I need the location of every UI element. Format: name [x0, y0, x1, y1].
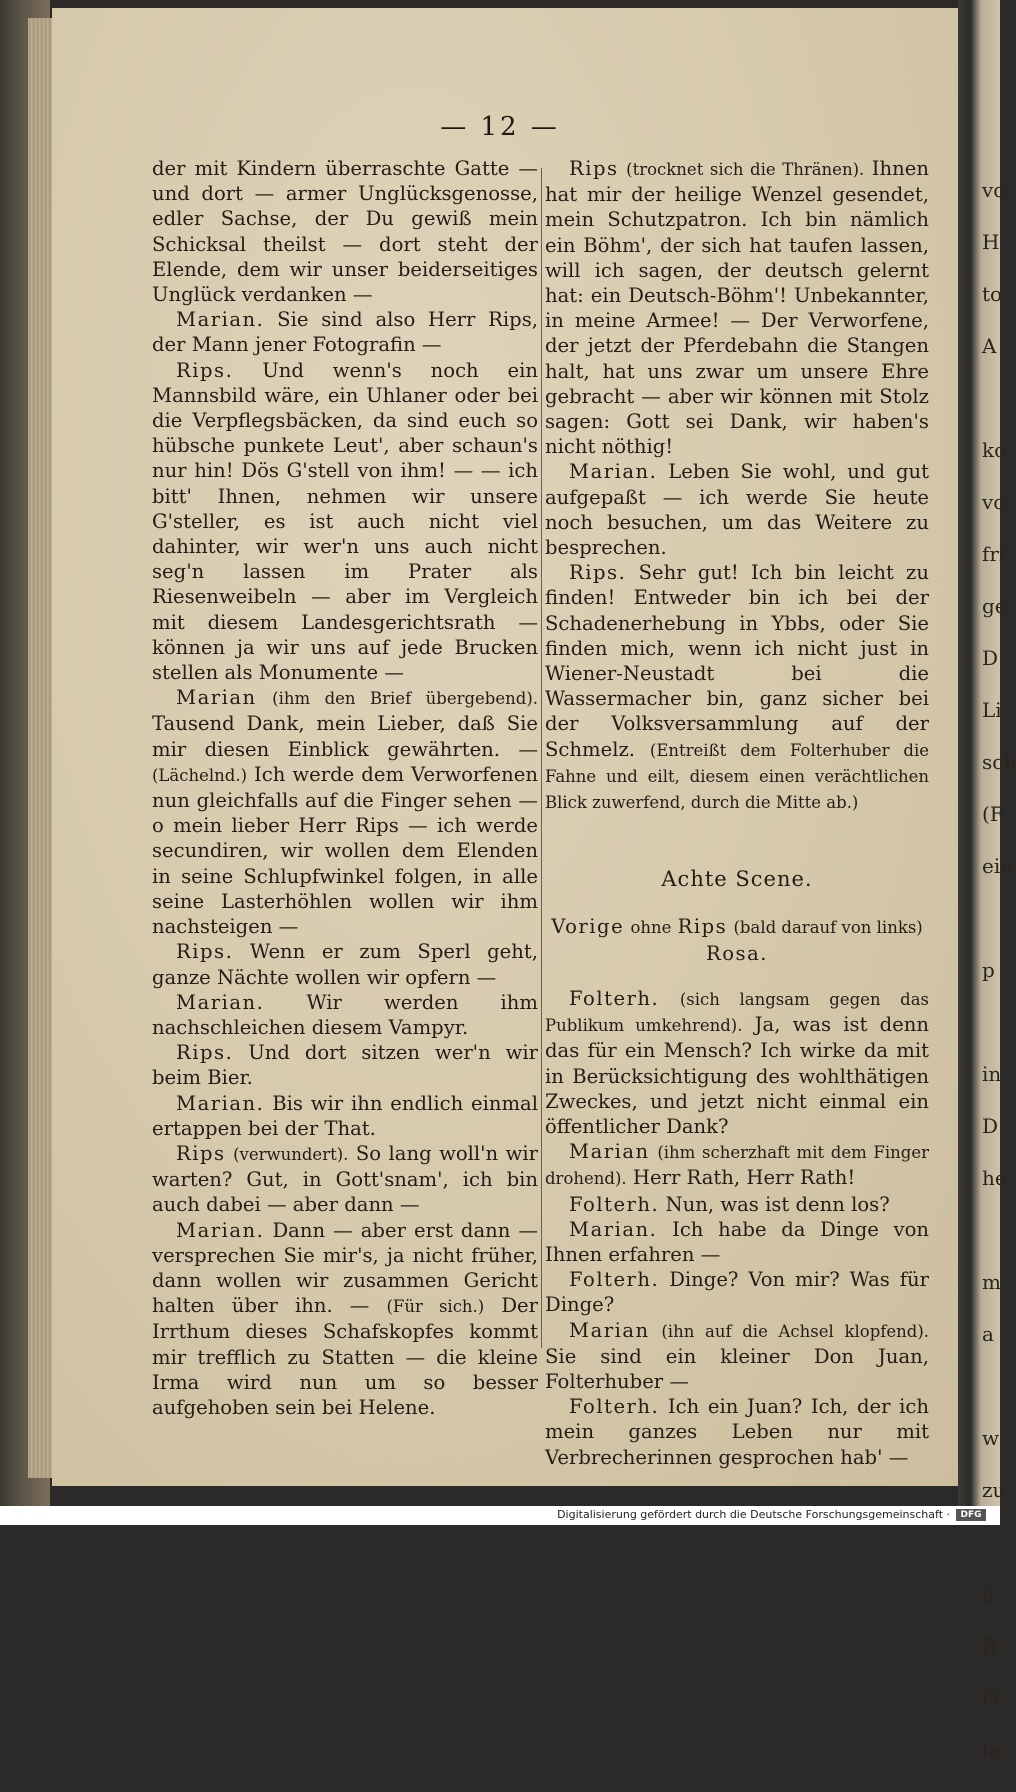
dialogue-text: Tausend Dank, mein Lieber, daß Sie mir diesen Einblick gewährten. —: [152, 712, 538, 761]
dialogue-text: Dann — aber erst dann — versprechen Sie mir's, ja nicht früher, dann wollen wir zusammen Gericht halten über ihn. —: [152, 1218, 539, 1318]
fragment-text: D: [982, 646, 999, 670]
dialogue-text: Sie sind ein kleiner Don Juan, Folterhuber —: [545, 1344, 929, 1393]
speaker-name: Marian: [569, 1140, 650, 1164]
dialogue-paragraph: [152, 307, 538, 357]
fragment-text: m: [982, 1270, 1001, 1294]
left-column: [152, 156, 538, 1420]
dialogue-paragraph: [545, 560, 929, 815]
fragment-text: fri: [982, 542, 1006, 566]
footer-credit: Digitalisierung gefördert durch die Deutsche Forschungsgemeinschaft ·: [557, 1508, 950, 1521]
dialogue-paragraph: [545, 986, 929, 1139]
page-number: — 12 —: [440, 112, 560, 142]
speaker-name: Rips.: [176, 940, 234, 964]
stage-direction: (ihm den Brief übergebend).: [272, 689, 538, 709]
fragment-text: R: [982, 1634, 998, 1658]
fragment-text: w: [982, 1426, 1000, 1450]
fragment-text: [982, 1532, 1000, 1584]
next-page-fragment: [982, 178, 1016, 1762]
speaker-name: Folterh.: [569, 1268, 660, 1292]
dialogue-paragraph: [545, 1217, 929, 1267]
dialogue-paragraph: [152, 1218, 538, 1421]
dialogue-paragraph: [152, 1141, 538, 1218]
speaker-name: Marian.: [176, 1218, 265, 1242]
speaker-name: Rips.: [176, 1041, 234, 1065]
dialogue-text: Und dort sitzen wer'n wir beim Bier.: [152, 1041, 538, 1090]
fragment-text: fe: [982, 1738, 1002, 1762]
fragment-text: ein: [982, 854, 1014, 878]
dialogue-text: Ich ein Juan? Ich, der ich mein ganzes Leben nur mit Verbrecherinnen gesprochen hab' —: [545, 1395, 929, 1469]
fragment-text: vo: [982, 490, 1006, 514]
speaker-name: Marian.: [176, 1091, 265, 1115]
stage-direction: (verwundert).: [233, 1144, 349, 1164]
fragment-text: ge: [982, 594, 1007, 618]
dialogue-paragraph: [152, 1040, 538, 1090]
fragment-text: G: [982, 1686, 998, 1710]
stage-direction: (ihm scherzhaft mit dem Finger drohend).: [545, 1143, 929, 1189]
dialogue-text: der mit Kindern überraschte Gatte — und dort — armer Unglücksgenosse, edler Sachse, der Du gewiß mein Schicksal theilst — dort steht der Elende, dem wir unser beiderseitiges Unglück verdanken —: [152, 157, 538, 307]
dialogue-text: Wenn er zum Sperl geht, ganze Nächte wollen wir opfern —: [152, 940, 538, 989]
dialogue-text: Wir werden ihm nachschleichen diesem Vampyr.: [152, 990, 539, 1039]
fragment-text: (F: [982, 802, 1004, 826]
fragment-text: ko: [982, 438, 1007, 462]
fragment-text: in: [982, 1062, 1002, 1086]
fragment-text: zu: [982, 1478, 1006, 1502]
dialogue-paragraph: [545, 1394, 929, 1470]
dialogue-text: Herr Rath, Herr Rath!: [632, 1166, 856, 1190]
dialogue-paragraph: [545, 459, 929, 560]
dialogue-paragraph: [545, 1318, 929, 1395]
dialogue-text: Bis wir ihn endlich einmal ertappen bei der That.: [152, 1091, 539, 1140]
dialogue-paragraph: [545, 1192, 929, 1217]
speaker-name: Folterh.: [569, 1192, 660, 1216]
dialogue-text: Sehr gut! Ich bin leicht zu finden! Entweder bin ich bei der Schadenerhebung in Ybbs, oder Sie finden mich, wenn ich nicht just in Wiener-Neustadt bei die Wassermacher bin, ganz sicher bei der Volksversammlung auf der Schmelz.: [545, 561, 930, 761]
cast-direction: (bald darauf von links): [733, 918, 923, 938]
dialogue-paragraph: [152, 990, 538, 1040]
speaker-name: Folterh.: [569, 986, 660, 1010]
stage-direction: (trocknet sich die Thränen).: [626, 160, 865, 179]
speaker-name: Rips: [569, 157, 619, 180]
stage-direction: (ihn auf die Achsel klopfend).: [661, 1321, 930, 1341]
fragment-text: A: [982, 334, 997, 358]
dialogue-paragraph: [152, 1091, 538, 1141]
fragment-text: D: [982, 1114, 999, 1138]
dialogue-text: Ich werde dem Verworfenen nun gleichfalls auf die Finger sehen — o mein lieber Herr Rips — ich werde secundiren, wir wollen dem Elenden in seine Schlupfwinkel folgen, in alle seine Lasterhöhlen wollen wir ihm nachsteigen —: [152, 762, 538, 939]
dialogue-text: So lang woll'n wir warten? Gut, in Gott'snam', ich bin auch dabei — aber dann —: [152, 1141, 539, 1217]
stage-direction: (sich langsam gegen das Publikum umkehrend).: [545, 989, 930, 1036]
speaker-name: Marian.: [569, 1217, 658, 1241]
fragment-text: a: [982, 1582, 994, 1606]
fragment-text: [982, 388, 1000, 440]
dialogue-text: Ihnen hat mir der heilige Wenzel gesendet, mein Schutzpatron. Ich bin nämlich ein Böhm', der sich hat taufen lassen, will ich sagen, der deutsch gelernt hat: ein Deutsch-Böhm'! Unbekannter, in meine Armee! — Der Verworfene, der jetzt der Pferdebahn die Stangen halt, hat uns zwar um unsere Ehre gebracht — aber wir können mit Stolz sagen: Gott sei Dank, wir haben's nicht nöthig!: [545, 157, 929, 459]
cast-previous: Vorige: [551, 915, 625, 939]
fragment-text: [982, 1376, 1000, 1428]
right-column-bottom: [545, 986, 929, 1470]
fragment-text: vo: [982, 178, 1006, 202]
stage-direction: (Entreißt dem Folterhuber die Fahne und eilt, diesem einen verächtlichen Blick zuwerfend, durch die Mitte ab.): [545, 740, 930, 813]
cast-line: [545, 914, 929, 965]
fragment-text: H: [982, 230, 1000, 254]
cast-rosa: Rosa.: [705, 941, 768, 965]
speaker-name: Marian: [176, 686, 257, 710]
dfg-logo: DFG: [956, 1509, 986, 1521]
dialogue-text: Der Irrthum dieses Schafskopfes kommt mir trefflich zu Statten — die kleine Irma wird nun um so besser aufgehoben sein bei Helene.: [152, 1294, 539, 1419]
scene-heading: Achte Scene.: [661, 867, 813, 892]
dialogue-paragraph: [152, 156, 538, 307]
fragment-text: to: [982, 282, 1003, 306]
dialogue-text: Dinge? Von mir? Was für Dinge?: [545, 1268, 929, 1317]
speaker-name: Marian.: [176, 308, 265, 332]
cast-rips: Rips: [677, 915, 728, 939]
dialogue-text: Und wenn's noch ein Mannsbild wäre, ein Uhlaner oder bei die Verpflegsbäcken, da sind euch so hübsche punkete Leut', aber schaun's nur hin! Dös G'stell von ihm! — — ich bitt' Ihnen, nehmen wir unsere G'steller, es ist auch nicht viel dahinter, wir wer'n uns auch nicht seg'n lassen im Prater als Riesenweibeln — aber im Vergleich mit diesem Landesgerichtsrath — können ja wir uns auf jede Brucken stellen als Monumente —: [152, 358, 538, 685]
right-column: [545, 156, 929, 1470]
dialogue-text: Nun, was ist denn los?: [665, 1192, 890, 1216]
dialogue-paragraph: [545, 156, 929, 459]
fragment-text: Li: [982, 698, 1002, 722]
dialogue-paragraph: [152, 685, 538, 939]
dialogue-text: Ja, was ist denn das für ein Mensch? Ich wirke da mit in Berücksichtigung des wohlthätigen Zweckes, und jetzt nicht einmal ein öffentlicher Dank?: [545, 1013, 929, 1138]
fragment-text: a: [982, 1322, 994, 1346]
dialogue-text: Ich habe da Dinge von Ihnen erfahren —: [545, 1217, 929, 1266]
speaker-name: Rips.: [569, 561, 627, 585]
dialogue-paragraph: [152, 358, 538, 686]
speaker-name: Rips.: [176, 358, 234, 382]
speaker-name: Marian.: [569, 460, 658, 484]
column-divider: [541, 168, 542, 1348]
stage-direction: (Lächelnd.): [152, 765, 248, 785]
fragment-text: [982, 1220, 1000, 1272]
dialogue-text: Leben Sie wohl, und gut aufgepaßt — ich werde Sie heute noch besuchen, um das Weitere zu besprechen.: [545, 460, 929, 560]
dialogue-text: Sie sind also Herr Rips, der Mann jener Fotografin —: [152, 308, 539, 357]
fragment-text: he: [982, 1166, 1007, 1190]
speaker-name: Marian: [569, 1318, 650, 1342]
fragment-text: p: [982, 958, 995, 982]
dialogue-paragraph: [545, 1267, 929, 1317]
dialogue-paragraph: [152, 939, 538, 989]
right-column-top: [545, 156, 929, 815]
cast-without: ohne: [630, 918, 672, 938]
stage-direction: (Für sich.): [386, 1297, 485, 1317]
fragment-text: [982, 1012, 1000, 1064]
fragment-text: sch: [982, 750, 1016, 774]
speaker-name: Marian.: [176, 990, 265, 1014]
fragment-text: [982, 908, 1000, 960]
speaker-name: Folterh.: [569, 1395, 660, 1419]
dialogue-paragraph: [545, 1139, 929, 1191]
speaker-name: Rips: [176, 1141, 226, 1165]
